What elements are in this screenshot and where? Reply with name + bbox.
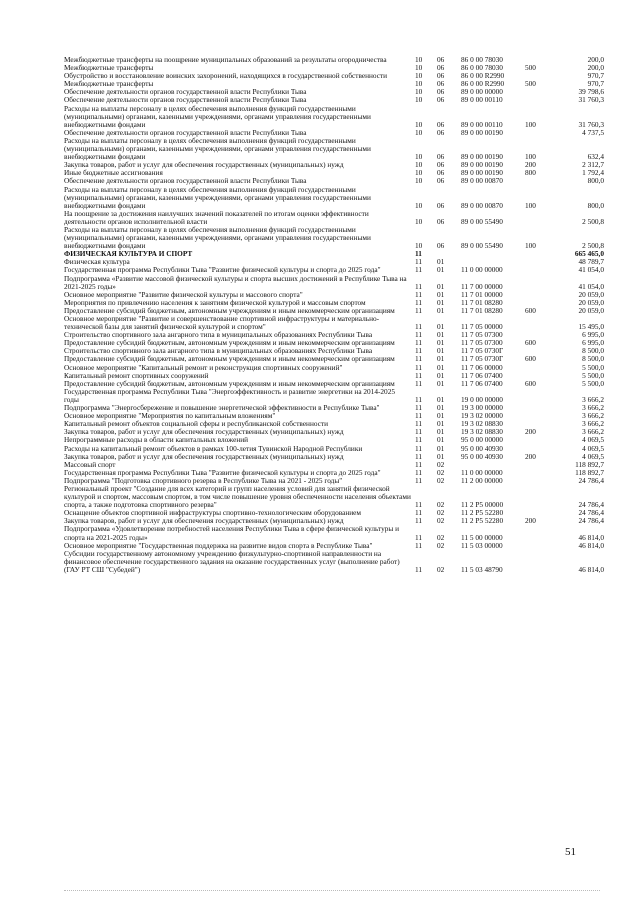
table-row bbox=[64, 275, 604, 291]
row-name: Непрограммные расходы в области капитальных вложений bbox=[64, 435, 249, 445]
row-target-code: 86 0 00 R2990 bbox=[461, 71, 505, 81]
row-subsection: 01 bbox=[437, 265, 445, 275]
row-section: 10 bbox=[415, 79, 423, 89]
row-name: Физическая культура bbox=[64, 257, 130, 267]
row-name: Капитальный ремонт объектов социальной сферы и республиканской собственности bbox=[64, 419, 329, 429]
row-subsection: 01 bbox=[437, 435, 445, 445]
row-expense-type: 200 bbox=[525, 451, 536, 461]
row-name: Расходы на выплаты персоналу в целях обеспечения выполнения функций государственными (муниципальными) органами, казенными учреждениями, органами управления государственными внебюджетными фондами bbox=[64, 135, 371, 162]
row-name: Предоставление субсидий бюджетным, автономным учреждениям и иным некоммерческим организациям bbox=[64, 378, 395, 388]
row-section: 11 bbox=[415, 378, 423, 388]
row-expense-type: 600 bbox=[525, 354, 536, 364]
row-name: Межбюджетные трансферты bbox=[64, 79, 154, 89]
row-name: Иные бюджетные ассигнования bbox=[64, 168, 163, 178]
row-target-code: 11 7 05 07300 bbox=[461, 338, 503, 348]
row-name: Межбюджетные трансферты на поощрение муниципальных образований за результаты огородничества bbox=[64, 55, 387, 64]
row-subsection: 01 bbox=[437, 370, 445, 380]
row-subsection: 01 bbox=[437, 289, 445, 299]
row-target-code: 11 7 01 08280 bbox=[461, 305, 503, 315]
row-amount: 1 792,4 bbox=[582, 168, 604, 178]
row-section: 11 bbox=[415, 394, 423, 404]
row-amount: 4 069,5 bbox=[582, 451, 604, 461]
row-section: 10 bbox=[415, 95, 423, 105]
row-name: Капитальный ремонт спортивных сооружений bbox=[64, 370, 209, 380]
row-section: 11 bbox=[415, 500, 423, 510]
row-subsection: 06 bbox=[437, 152, 445, 162]
row-amount: 48 789,7 bbox=[578, 257, 604, 267]
row-name: Расходы на выплаты персоналу в целях обеспечения выполнения функций государственными (муниципальными) органами, казенными учреждениями, органами управления государственными внебюджетными фондами bbox=[64, 184, 371, 210]
row-section: 10 bbox=[415, 216, 423, 226]
row-name: Подпрограмма «Удовлетворение потребностей населения Республики Тыва в сфере физической культуры и спорта на 2021-2025 годы» bbox=[64, 524, 400, 542]
row-subsection: 01 bbox=[437, 330, 445, 340]
row-amount: 970,7 bbox=[587, 79, 604, 89]
row-target-code: 86 0 00 R2990 bbox=[461, 79, 505, 89]
row-target-code: 86 0 00 78030 bbox=[461, 63, 503, 73]
row-section: 11 bbox=[415, 305, 423, 315]
row-amount: 4 737,5 bbox=[582, 127, 604, 137]
row-subsection: 02 bbox=[437, 475, 445, 485]
row-subsection: 01 bbox=[437, 394, 445, 404]
row-section: 11 bbox=[415, 362, 423, 372]
row-section: 11 bbox=[415, 330, 423, 340]
table-row bbox=[64, 485, 604, 509]
row-section: 11 bbox=[415, 540, 423, 550]
row-subsection: 01 bbox=[437, 305, 445, 315]
row-subsection: 01 bbox=[437, 362, 445, 372]
row-section: 11 bbox=[415, 532, 423, 542]
row-name: Предоставление субсидий бюджетным, автономным учреждениям и иным некоммерческим организациям bbox=[64, 338, 395, 348]
row-name: Основное мероприятие "Развитие и совершенствование спортивной инфраструктуры и материально-технической базы для занятий физической культурой и спортом" bbox=[64, 314, 380, 332]
row-subsection: 02 bbox=[437, 516, 445, 526]
row-section: 10 bbox=[415, 63, 423, 73]
row-name: Предоставление субсидий бюджетным, автономным учреждениям и иным некоммерческим организациям bbox=[64, 354, 395, 364]
row-name: Субсидии государственному автономному учреждению физкультурно-спортивной направленности на финансовое обеспечение государственного задания на оказание государственных услуг (выполнение работ) (ГАУ РТ СШ "Субедей") bbox=[64, 548, 400, 574]
row-section: 11 bbox=[415, 346, 423, 356]
row-name: Закупка товаров, работ и услуг для обеспечения государственных (муниципальных) нужд bbox=[64, 451, 344, 461]
row-subsection: 01 bbox=[437, 346, 445, 356]
row-amount: 46 814,0 bbox=[578, 564, 604, 574]
row-subsection: 01 bbox=[437, 297, 445, 307]
row-section: 10 bbox=[415, 71, 423, 81]
row-subsection: 02 bbox=[437, 500, 445, 510]
row-name: Основное мероприятие "Государственная поддержка на развитие видов спорта в Республике Тыва" bbox=[64, 540, 373, 550]
row-name: Государственная программа Республики Тыва "Энергоэффективность и развитие энергетики на 2014-2025 годы bbox=[64, 386, 396, 404]
table-row bbox=[64, 226, 604, 250]
row-name: Подпрограмма "Энергосбережение и повышение энергетической эффективности в Республике Тыва" bbox=[64, 403, 380, 413]
row-section: 11 bbox=[415, 322, 423, 332]
row-section: 11 bbox=[415, 508, 423, 518]
row-subsection: 06 bbox=[437, 176, 445, 186]
row-amount: 24 786,4 bbox=[578, 475, 604, 485]
row-target-code: 89 0 00 00190 bbox=[461, 160, 503, 170]
row-target-code: 11 7 06 07400 bbox=[461, 370, 503, 380]
row-section: 10 bbox=[415, 119, 423, 129]
row-expense-type: 600 bbox=[525, 378, 536, 388]
row-name: Массовый спорт bbox=[64, 459, 116, 469]
row-subsection: 01 bbox=[437, 443, 445, 453]
row-subsection: 01 bbox=[437, 427, 445, 437]
row-target-code: 89 0 00 00870 bbox=[461, 176, 503, 186]
row-name: Государственная программа Республики Тыва "Развитие физической культуры и спорта до 2025 года" bbox=[64, 265, 381, 275]
row-amount: 20 059,0 bbox=[578, 297, 604, 307]
row-amount: 6 995,0 bbox=[582, 338, 604, 348]
row-amount: 200,0 bbox=[587, 55, 604, 64]
row-section: 10 bbox=[415, 55, 423, 64]
row-target-code: 95 0 00 00000 bbox=[461, 435, 503, 445]
row-name: Обеспечение деятельности органов государственной власти Республики Тыва bbox=[64, 127, 307, 137]
row-subsection: 01 bbox=[437, 451, 445, 461]
row-name: Предоставление субсидий бюджетным, автономным учреждениям и иным некоммерческим организациям bbox=[64, 305, 395, 315]
row-amount: 20 059,0 bbox=[578, 305, 604, 315]
row-amount: 41 054,0 bbox=[578, 281, 604, 291]
row-subsection: 01 bbox=[437, 419, 445, 429]
row-section: 11 bbox=[415, 403, 423, 413]
row-name: Закупка товаров, работ и услуг для обеспечения государственных (муниципальных) нужд bbox=[64, 516, 344, 526]
row-name: Основное мероприятие "Капитальный ремонт и реконструкция спортивных сооружений" bbox=[64, 362, 343, 372]
row-subsection: 06 bbox=[437, 119, 445, 129]
row-expense-type: 100 bbox=[525, 200, 536, 210]
row-amount: 31 760,3 bbox=[578, 119, 604, 129]
row-name: Обеспечение деятельности органов государственной власти Республики Тыва bbox=[64, 95, 307, 105]
table-row bbox=[64, 105, 604, 129]
row-target-code: 11 7 05 07300 bbox=[461, 330, 503, 340]
row-amount: 3 666,2 bbox=[582, 403, 604, 413]
row-section: 11 bbox=[415, 435, 423, 445]
row-target-code: 95 0 00 40930 bbox=[461, 443, 503, 453]
row-subsection: 02 bbox=[437, 540, 445, 550]
row-target-code: 19 3 00 00000 bbox=[461, 403, 503, 413]
budget-table bbox=[64, 56, 604, 574]
row-subsection: 06 bbox=[437, 55, 445, 64]
row-amount: 200,0 bbox=[587, 63, 604, 73]
row-amount: 970,7 bbox=[587, 71, 604, 81]
row-section: 11 bbox=[415, 459, 423, 469]
row-amount: 24 786,4 bbox=[578, 508, 604, 518]
row-name: Расходы на выплаты персоналу в целях обеспечения выполнения функций государственными (муниципальными) органами, казенными учреждениями, органами управления государственными внебюджетными фондами bbox=[64, 103, 371, 129]
table-row bbox=[64, 315, 604, 331]
row-section: 11 bbox=[415, 467, 423, 477]
row-target-code: 89 0 00 00000 bbox=[461, 87, 503, 97]
row-target-code: 11 7 05 0730Г bbox=[461, 354, 504, 364]
row-subsection: 06 bbox=[437, 160, 445, 170]
row-subsection: 02 bbox=[437, 467, 445, 477]
row-subsection: 06 bbox=[437, 241, 445, 251]
row-target-code: 11 7 01 08280 bbox=[461, 297, 503, 307]
row-subsection: 02 bbox=[437, 564, 445, 574]
row-expense-type: 100 bbox=[525, 152, 536, 162]
row-amount: 4 069,5 bbox=[582, 443, 604, 453]
row-name: Подпрограмма «Развитие массовой физической культуры и спорта высших достижений в Республике Тыва на 2021-2025 годы» bbox=[64, 273, 407, 291]
row-section: 10 bbox=[415, 152, 423, 162]
table-row bbox=[64, 525, 604, 541]
row-name: Основное мероприятие "Мероприятия по капитальным вложениям" bbox=[64, 411, 276, 421]
row-expense-type: 500 bbox=[525, 63, 536, 73]
row-name: Строительство спортивного зала ангарного типа в муниципальных образованиях Республики Тыва bbox=[64, 330, 373, 340]
row-target-code: 11 0 00 00000 bbox=[461, 467, 503, 477]
row-section: 10 bbox=[415, 127, 423, 137]
row-target-code: 11 7 00 00000 bbox=[461, 281, 503, 291]
row-target-code: 89 0 00 00190 bbox=[461, 152, 503, 162]
row-section: 10 bbox=[415, 176, 423, 186]
row-amount: 20 059,0 bbox=[578, 289, 604, 299]
row-name: Обустройство и восстановление воинских захоронений, находящихся в государственной собственности bbox=[64, 71, 388, 81]
row-target-code: 89 0 00 00190 bbox=[461, 168, 503, 178]
row-name: Государственная программа Республики Тыва "Развитие физической культуры и спорта до 2025 года" bbox=[64, 467, 381, 477]
row-subsection: 01 bbox=[437, 403, 445, 413]
row-name: Обеспечение деятельности органов государственной власти Республики Тыва bbox=[64, 176, 307, 186]
row-amount: 3 666,2 bbox=[582, 419, 604, 429]
row-target-code: 11 5 03 48790 bbox=[461, 564, 503, 574]
row-target-code: 89 0 00 00110 bbox=[461, 95, 503, 105]
row-target-code: 11 2 P5 52280 bbox=[461, 516, 504, 526]
row-section: 11 bbox=[415, 249, 422, 259]
row-section: 11 bbox=[415, 354, 423, 364]
row-target-code: 11 0 00 00000 bbox=[461, 265, 503, 275]
row-amount: 5 500,0 bbox=[582, 370, 604, 380]
row-section: 11 bbox=[415, 451, 423, 461]
page-number: 51 bbox=[565, 846, 576, 858]
row-amount: 118 892,7 bbox=[575, 459, 604, 469]
row-name: Оснащение объектов спортивной инфраструктуры спортивно-технологическим оборудованием bbox=[64, 508, 361, 518]
row-subsection: 01 bbox=[437, 378, 445, 388]
row-subsection: 06 bbox=[437, 168, 445, 178]
row-section: 11 bbox=[415, 265, 423, 275]
row-section: 11 bbox=[415, 427, 423, 437]
row-target-code: 11 7 05 0730Г bbox=[461, 346, 504, 356]
row-section: 11 bbox=[415, 411, 423, 421]
row-amount: 5 500,0 bbox=[582, 378, 604, 388]
row-amount: 118 892,7 bbox=[575, 467, 604, 477]
row-subsection: 06 bbox=[437, 216, 445, 226]
table-row bbox=[64, 250, 604, 258]
row-section: 11 bbox=[415, 475, 423, 485]
bottom-rule bbox=[64, 890, 600, 891]
row-amount: 46 814,0 bbox=[578, 540, 604, 550]
row-target-code: 89 0 00 00190 bbox=[461, 127, 503, 137]
row-section: 11 bbox=[415, 289, 423, 299]
row-amount: 5 500,0 bbox=[582, 362, 604, 372]
row-subsection: 06 bbox=[437, 87, 445, 97]
row-expense-type: 200 bbox=[525, 427, 536, 437]
row-expense-type: 100 bbox=[525, 241, 536, 251]
row-subsection: 02 bbox=[437, 532, 445, 542]
row-target-code: 11 5 03 00000 bbox=[461, 540, 503, 550]
row-subsection: 06 bbox=[437, 71, 445, 81]
row-target-code: 86 0 00 78030 bbox=[461, 55, 503, 64]
row-section: 11 bbox=[415, 370, 423, 380]
row-subsection: 06 bbox=[437, 200, 445, 210]
row-amount: 3 666,2 bbox=[582, 394, 604, 404]
row-amount: 800,0 bbox=[587, 200, 604, 210]
row-amount: 2 312,7 bbox=[582, 160, 604, 170]
row-amount: 6 995,0 bbox=[582, 330, 604, 340]
row-amount: 24 786,4 bbox=[578, 516, 604, 526]
row-target-code: 11 7 05 00000 bbox=[461, 322, 503, 332]
row-amount: 4 069,5 bbox=[582, 435, 604, 445]
row-amount: 8 500,0 bbox=[582, 354, 604, 364]
row-amount: 39 798,6 bbox=[578, 87, 604, 97]
row-target-code: 11 7 06 00000 bbox=[461, 362, 503, 372]
row-target-code: 11 5 00 00000 bbox=[461, 532, 503, 542]
row-amount: 41 054,0 bbox=[578, 265, 604, 275]
row-amount: 632,4 bbox=[587, 152, 604, 162]
row-name: Обеспечение деятельности органов государственной власти Республики Тыва bbox=[64, 87, 307, 97]
row-section: 10 bbox=[415, 87, 423, 97]
row-section: 11 bbox=[415, 443, 423, 453]
row-amount: 3 666,2 bbox=[582, 427, 604, 437]
row-target-code: 11 2 P5 52280 bbox=[461, 508, 504, 518]
row-name: Закупка товаров, работ и услуг для обеспечения государственных (муниципальных) нужд bbox=[64, 160, 344, 170]
row-subsection: 06 bbox=[437, 95, 445, 105]
row-name: Мероприятия по привлечению населения к занятиям физической культурой и массовым спортом bbox=[64, 297, 366, 307]
row-expense-type: 600 bbox=[525, 338, 536, 348]
table-row bbox=[64, 210, 604, 226]
row-name: Расходы на выплаты персоналу в целях обеспечения выполнения функций государственными (муниципальными) органами, казенными учреждениями, органами управления государственными внебюджетными фондами bbox=[64, 224, 371, 251]
row-amount: 800,0 bbox=[587, 176, 604, 186]
row-name: На поощрение за достижения наилучших значений показателей по итогам оценки эффективности деятельности органов исполнительной власти bbox=[64, 208, 369, 226]
row-subsection: 01 bbox=[437, 411, 445, 421]
row-amount: 3 666,2 bbox=[582, 411, 604, 421]
table-row bbox=[64, 453, 604, 461]
row-name: Подпрограмма "Подготовка спортивного резерва в Республике Тыва на 2021 - 2025 годы" bbox=[64, 475, 343, 485]
row-subsection: 01 bbox=[437, 322, 445, 332]
row-target-code: 11 7 06 07400 bbox=[461, 378, 503, 388]
row-target-code: 11 2 P5 00000 bbox=[461, 500, 504, 510]
row-expense-type: 200 bbox=[525, 516, 536, 526]
row-target-code: 89 0 00 55490 bbox=[461, 241, 503, 251]
row-target-code: 19 3 02 08830 bbox=[461, 427, 503, 437]
row-section: 11 bbox=[415, 297, 423, 307]
row-amount: 24 786,4 bbox=[578, 500, 604, 510]
row-amount: 8 500,0 bbox=[582, 346, 604, 356]
row-subsection: 02 bbox=[437, 508, 445, 518]
row-amount: 2 500,8 bbox=[582, 241, 604, 251]
row-amount: 46 814,0 bbox=[578, 532, 604, 542]
row-section: 11 bbox=[415, 257, 423, 267]
row-subsection: 01 bbox=[437, 354, 445, 364]
row-target-code: 19 0 00 00000 bbox=[461, 394, 503, 404]
row-expense-type: 600 bbox=[525, 305, 536, 315]
row-name: Основное мероприятие "Развитие физической культуры и массового спорта" bbox=[64, 289, 303, 299]
table-row bbox=[64, 186, 604, 210]
row-expense-type: 100 bbox=[525, 119, 536, 129]
table-row bbox=[64, 550, 604, 574]
row-subsection: 01 bbox=[437, 281, 445, 291]
row-target-code: 89 0 00 55490 bbox=[461, 216, 503, 226]
row-section: 10 bbox=[415, 168, 423, 178]
row-target-code: 11 2 00 00000 bbox=[461, 475, 503, 485]
row-subsection: 06 bbox=[437, 127, 445, 137]
row-name: ФИЗИЧЕСКАЯ КУЛЬТУРА И СПОРТ bbox=[64, 249, 193, 259]
row-target-code: 11 7 01 00000 bbox=[461, 289, 503, 299]
row-amount: 2 500,8 bbox=[582, 216, 604, 226]
row-subsection: 01 bbox=[437, 257, 445, 267]
row-name: Расходы на капитальный ремонт объектов в рамках 100-летия Тувинской Народной Республики bbox=[64, 443, 363, 453]
table-row bbox=[64, 388, 604, 404]
row-target-code: 89 0 00 00870 bbox=[461, 200, 503, 210]
row-expense-type: 500 bbox=[525, 79, 536, 89]
row-section: 11 bbox=[415, 419, 423, 429]
row-expense-type: 200 bbox=[525, 160, 536, 170]
row-target-code: 89 0 00 00110 bbox=[461, 119, 503, 129]
row-section: 11 bbox=[415, 564, 423, 574]
row-section: 10 bbox=[415, 241, 423, 251]
row-name: Региональный проект "Создание для всех категорий и групп населения условий для занятий физической культурой и спортом, массовым спортом, в том числе повышение уровня обеспеченности населения объектами спорта, а также подготовка спортивного резерва" bbox=[64, 483, 411, 510]
row-name: Строительство спортивного зала ангарного типа в муниципальных образованиях Республики Тыва bbox=[64, 346, 373, 356]
row-target-code: 19 3 02 08830 bbox=[461, 419, 503, 429]
row-target-code: 95 0 00 40930 bbox=[461, 451, 503, 461]
row-expense-type: 800 bbox=[525, 168, 536, 178]
row-subsection: 01 bbox=[437, 338, 445, 348]
row-section: 10 bbox=[415, 200, 423, 210]
row-subsection: 02 bbox=[437, 459, 445, 469]
row-section: 11 bbox=[415, 516, 423, 526]
table-row bbox=[64, 137, 604, 161]
row-section: 10 bbox=[415, 160, 423, 170]
row-section: 11 bbox=[415, 338, 423, 348]
row-name: Закупка товаров, работ и услуг для обеспечения государственных (муниципальных) нужд bbox=[64, 427, 344, 437]
row-section: 11 bbox=[415, 281, 423, 291]
row-target-code: 19 3 02 00000 bbox=[461, 411, 503, 421]
row-amount: 15 495,0 bbox=[578, 322, 604, 332]
row-amount: 31 760,3 bbox=[578, 95, 604, 105]
row-amount: 665 465,0 bbox=[574, 249, 604, 259]
row-name: Межбюджетные трансферты bbox=[64, 63, 154, 73]
row-subsection: 06 bbox=[437, 63, 445, 73]
row-subsection: 06 bbox=[437, 79, 445, 89]
